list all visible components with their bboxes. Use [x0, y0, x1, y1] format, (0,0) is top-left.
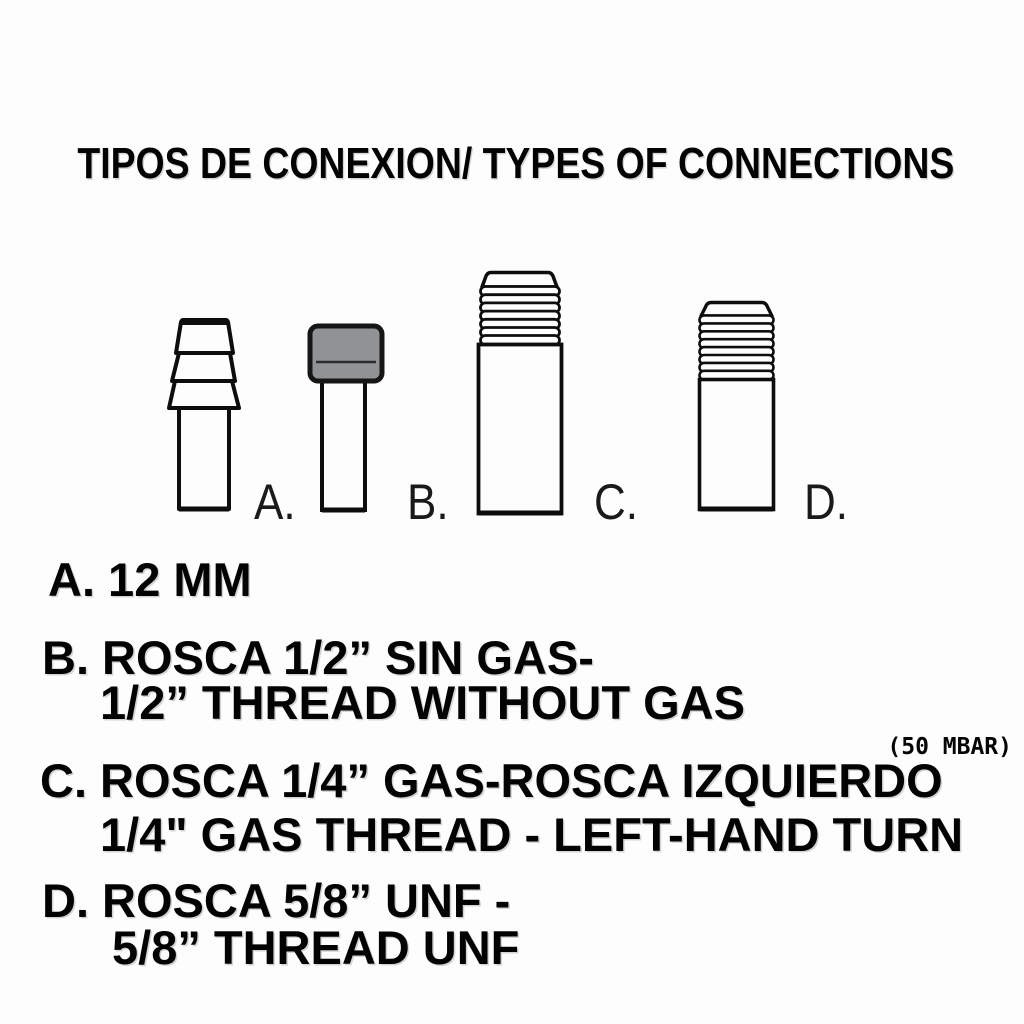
connector-label-c-text: C. [594, 474, 638, 530]
connector-label-a [254, 474, 301, 530]
legend-d-line2: 5/8” THREAD UNF [112, 921, 520, 974]
page-title [0, 139, 1024, 188]
pressure-note: (50 MBAR) [887, 734, 1012, 760]
hose-barb-connector-icon [163, 315, 255, 515]
legend-c-line1: C. ROSCA 1/4” GAS-ROSCA IZQUIERDO [40, 754, 943, 807]
connector-label-a-text: A. [254, 474, 296, 530]
connector-label-d-text: D. [804, 474, 848, 530]
connector-label-b-text: B. [407, 474, 449, 530]
capped-stem-connector-icon [305, 321, 387, 516]
connector-label-d [804, 474, 854, 530]
page-title-text: TIPOS DE CONEXION/ TYPES OF CONNECTIONS [77, 139, 955, 188]
legend-b-line1: B. ROSCA 1/2” SIN GAS- [42, 631, 594, 684]
legend-a-line1: A. 12 MM [48, 553, 252, 606]
connector-label-b [407, 474, 454, 530]
legend-c-line2: 1/4" GAS THREAD - LEFT-HAND TURN [100, 808, 964, 861]
legend-d-line1: D. ROSCA 5/8” UNF - [42, 874, 511, 927]
legend-b-line2: 1/2” THREAD WITHOUT GAS [100, 676, 745, 729]
gas-thread-connector-icon [474, 268, 566, 518]
connector-label-c [594, 474, 644, 530]
unf-thread-connector-icon [695, 298, 779, 516]
